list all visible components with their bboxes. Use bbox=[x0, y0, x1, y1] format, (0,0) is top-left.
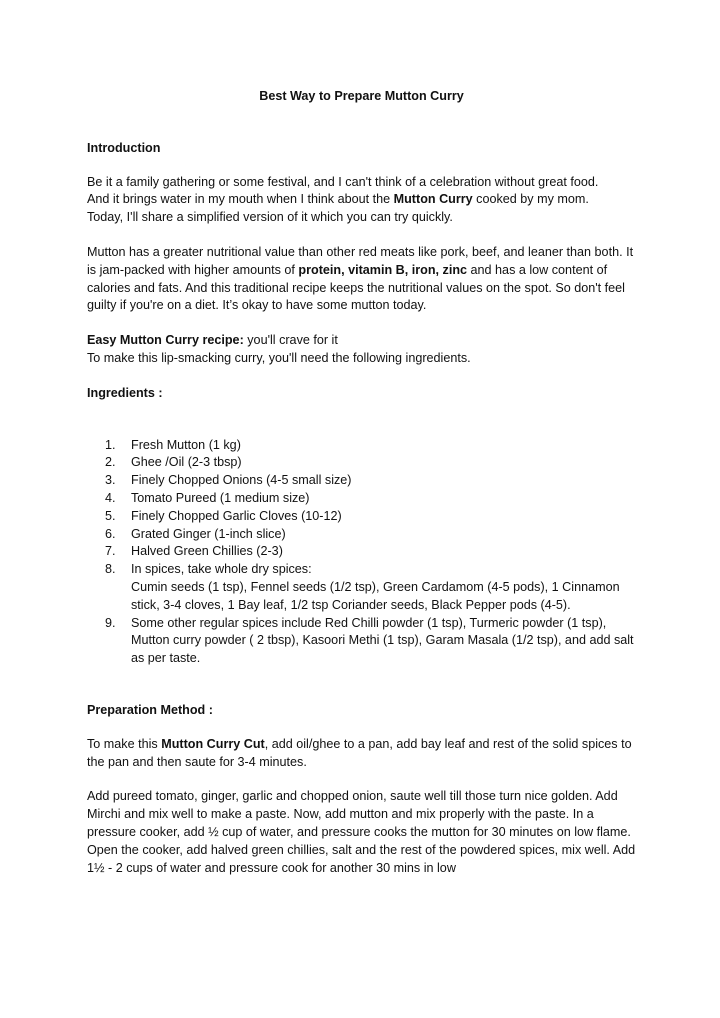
ingredient-text: Finely Chopped Onions (4-5 small size) bbox=[131, 473, 352, 488]
ingredient-number: 2. bbox=[105, 455, 116, 470]
ingredient-text: Halved Green Chillies (2-3) bbox=[131, 544, 283, 559]
method-paragraph-1 bbox=[87, 736, 636, 772]
ingredient-number: 8. bbox=[105, 562, 116, 577]
preparation-heading: Preparation Method : bbox=[87, 702, 213, 717]
nutrition-text-bold: protein, vitamin B, iron, zinc bbox=[298, 262, 468, 277]
intro-line-1: Be it a family gathering or some festival, and I can't think of a celebration without great food. bbox=[87, 174, 599, 189]
ingredient-number: 1. bbox=[105, 437, 116, 452]
ingredients-heading: Ingredients : bbox=[87, 385, 163, 400]
intro-line-2-end: cooked by my mom. bbox=[472, 192, 589, 207]
method-p1-start: To make this bbox=[87, 736, 162, 751]
method-p1-bold: Mutton Curry Cut bbox=[161, 736, 265, 751]
ingredient-item bbox=[87, 454, 636, 472]
introduction-heading: Introduction bbox=[87, 140, 161, 155]
ingredient-item bbox=[87, 526, 636, 544]
ingredient-text: Ghee /Oil (2-3 tbsp) bbox=[131, 455, 242, 470]
ingredient-item bbox=[87, 437, 636, 455]
ingredient-text: In spices, take whole dry spices: bbox=[131, 562, 312, 577]
recipe-intro bbox=[87, 332, 636, 368]
ingredient-text: Fresh Mutton (1 kg) bbox=[131, 437, 241, 452]
ingredient-number: 3. bbox=[105, 473, 116, 488]
ingredient-item bbox=[87, 543, 636, 561]
intro-paragraph-2 bbox=[87, 244, 636, 315]
intro-line-2-start: And it brings water in my mouth when I think about the bbox=[87, 192, 394, 207]
ingredient-text: Some other regular spices include Red Chilli powder (1 tsp), Turmeric powder (1 tsp), Mutton curry powder ( 2 tbsp), Kasoori Methi (1 tsp), Garam Masala (1/2 tsp), and add salt as per taste. bbox=[131, 615, 634, 666]
recipe-intro-bold: Easy Mutton Curry recipe: bbox=[87, 333, 244, 348]
ingredient-number: 6. bbox=[105, 526, 116, 541]
ingredient-item bbox=[87, 615, 636, 668]
intro-line-2-bold: Mutton Curry bbox=[393, 192, 473, 207]
ingredient-item bbox=[87, 472, 636, 490]
ingredients-list bbox=[87, 437, 636, 668]
ingredient-subtext: Cumin seeds (1 tsp), Fennel seeds (1/2 tsp), Green Cardamom (4-5 pods), 1 Cinnamon stick, 3-4 cloves, 1 Bay leaf, 1/2 tsp Coriander seeds, Black Pepper pods (4-5). bbox=[131, 579, 620, 612]
ingredient-text: Tomato Pureed (1 medium size) bbox=[131, 490, 310, 505]
ingredient-number: 9. bbox=[105, 615, 116, 630]
ingredient-item bbox=[87, 508, 636, 526]
recipe-intro-line-2: To make this lip-smacking curry, you'll need the following ingredients. bbox=[87, 350, 471, 365]
intro-line-3: Today, I'll share a simplified version of it which you can try quickly. bbox=[87, 210, 453, 225]
nutrition-text-end: and has a low content of calories and fats. And this traditional recipe keeps the nutritional values on the spot. So don't feel guilty if you're on a diet. It’s okay to have some mutton today. bbox=[87, 262, 625, 313]
ingredient-item bbox=[87, 561, 636, 614]
ingredient-number: 4. bbox=[105, 490, 116, 505]
document-title: Best Way to Prepare Mutton Curry bbox=[259, 89, 464, 103]
ingredient-item bbox=[87, 490, 636, 508]
method-paragraph-2: Add pureed tomato, ginger, garlic and chopped onion, saute well till those turn nice golden. Add Mirchi and mix well to make a paste. Now, add mutton and mix properly with the paste. In a pressure cooker, add ½ cup of water, and pressure cooks the mutton for 30 minutes on low flame. Open the cooker, add halved green chillies, salt and the rest of the powdered spices, mix well. Add 1½ - 2 cups of water and pressure cook for another 30 mins in low bbox=[87, 789, 636, 875]
ingredient-text: Grated Ginger (1-inch slice) bbox=[131, 526, 286, 541]
method-p1-end: , add oil/ghee to a pan, add bay leaf and rest of the solid spices to the pan and then saute for 3-4 minutes. bbox=[87, 736, 632, 769]
recipe-intro-rest: you'll crave for it bbox=[243, 333, 338, 348]
ingredient-number: 5. bbox=[105, 508, 116, 523]
nutrition-text-start: Mutton has a greater nutritional value than other red meats like pork, beef, and leaner than both. It is jam-packed with higher amounts of bbox=[87, 244, 634, 277]
ingredient-text: Finely Chopped Garlic Cloves (10-12) bbox=[131, 508, 342, 523]
intro-paragraph-1 bbox=[87, 174, 636, 227]
ingredient-number: 7. bbox=[105, 544, 116, 559]
